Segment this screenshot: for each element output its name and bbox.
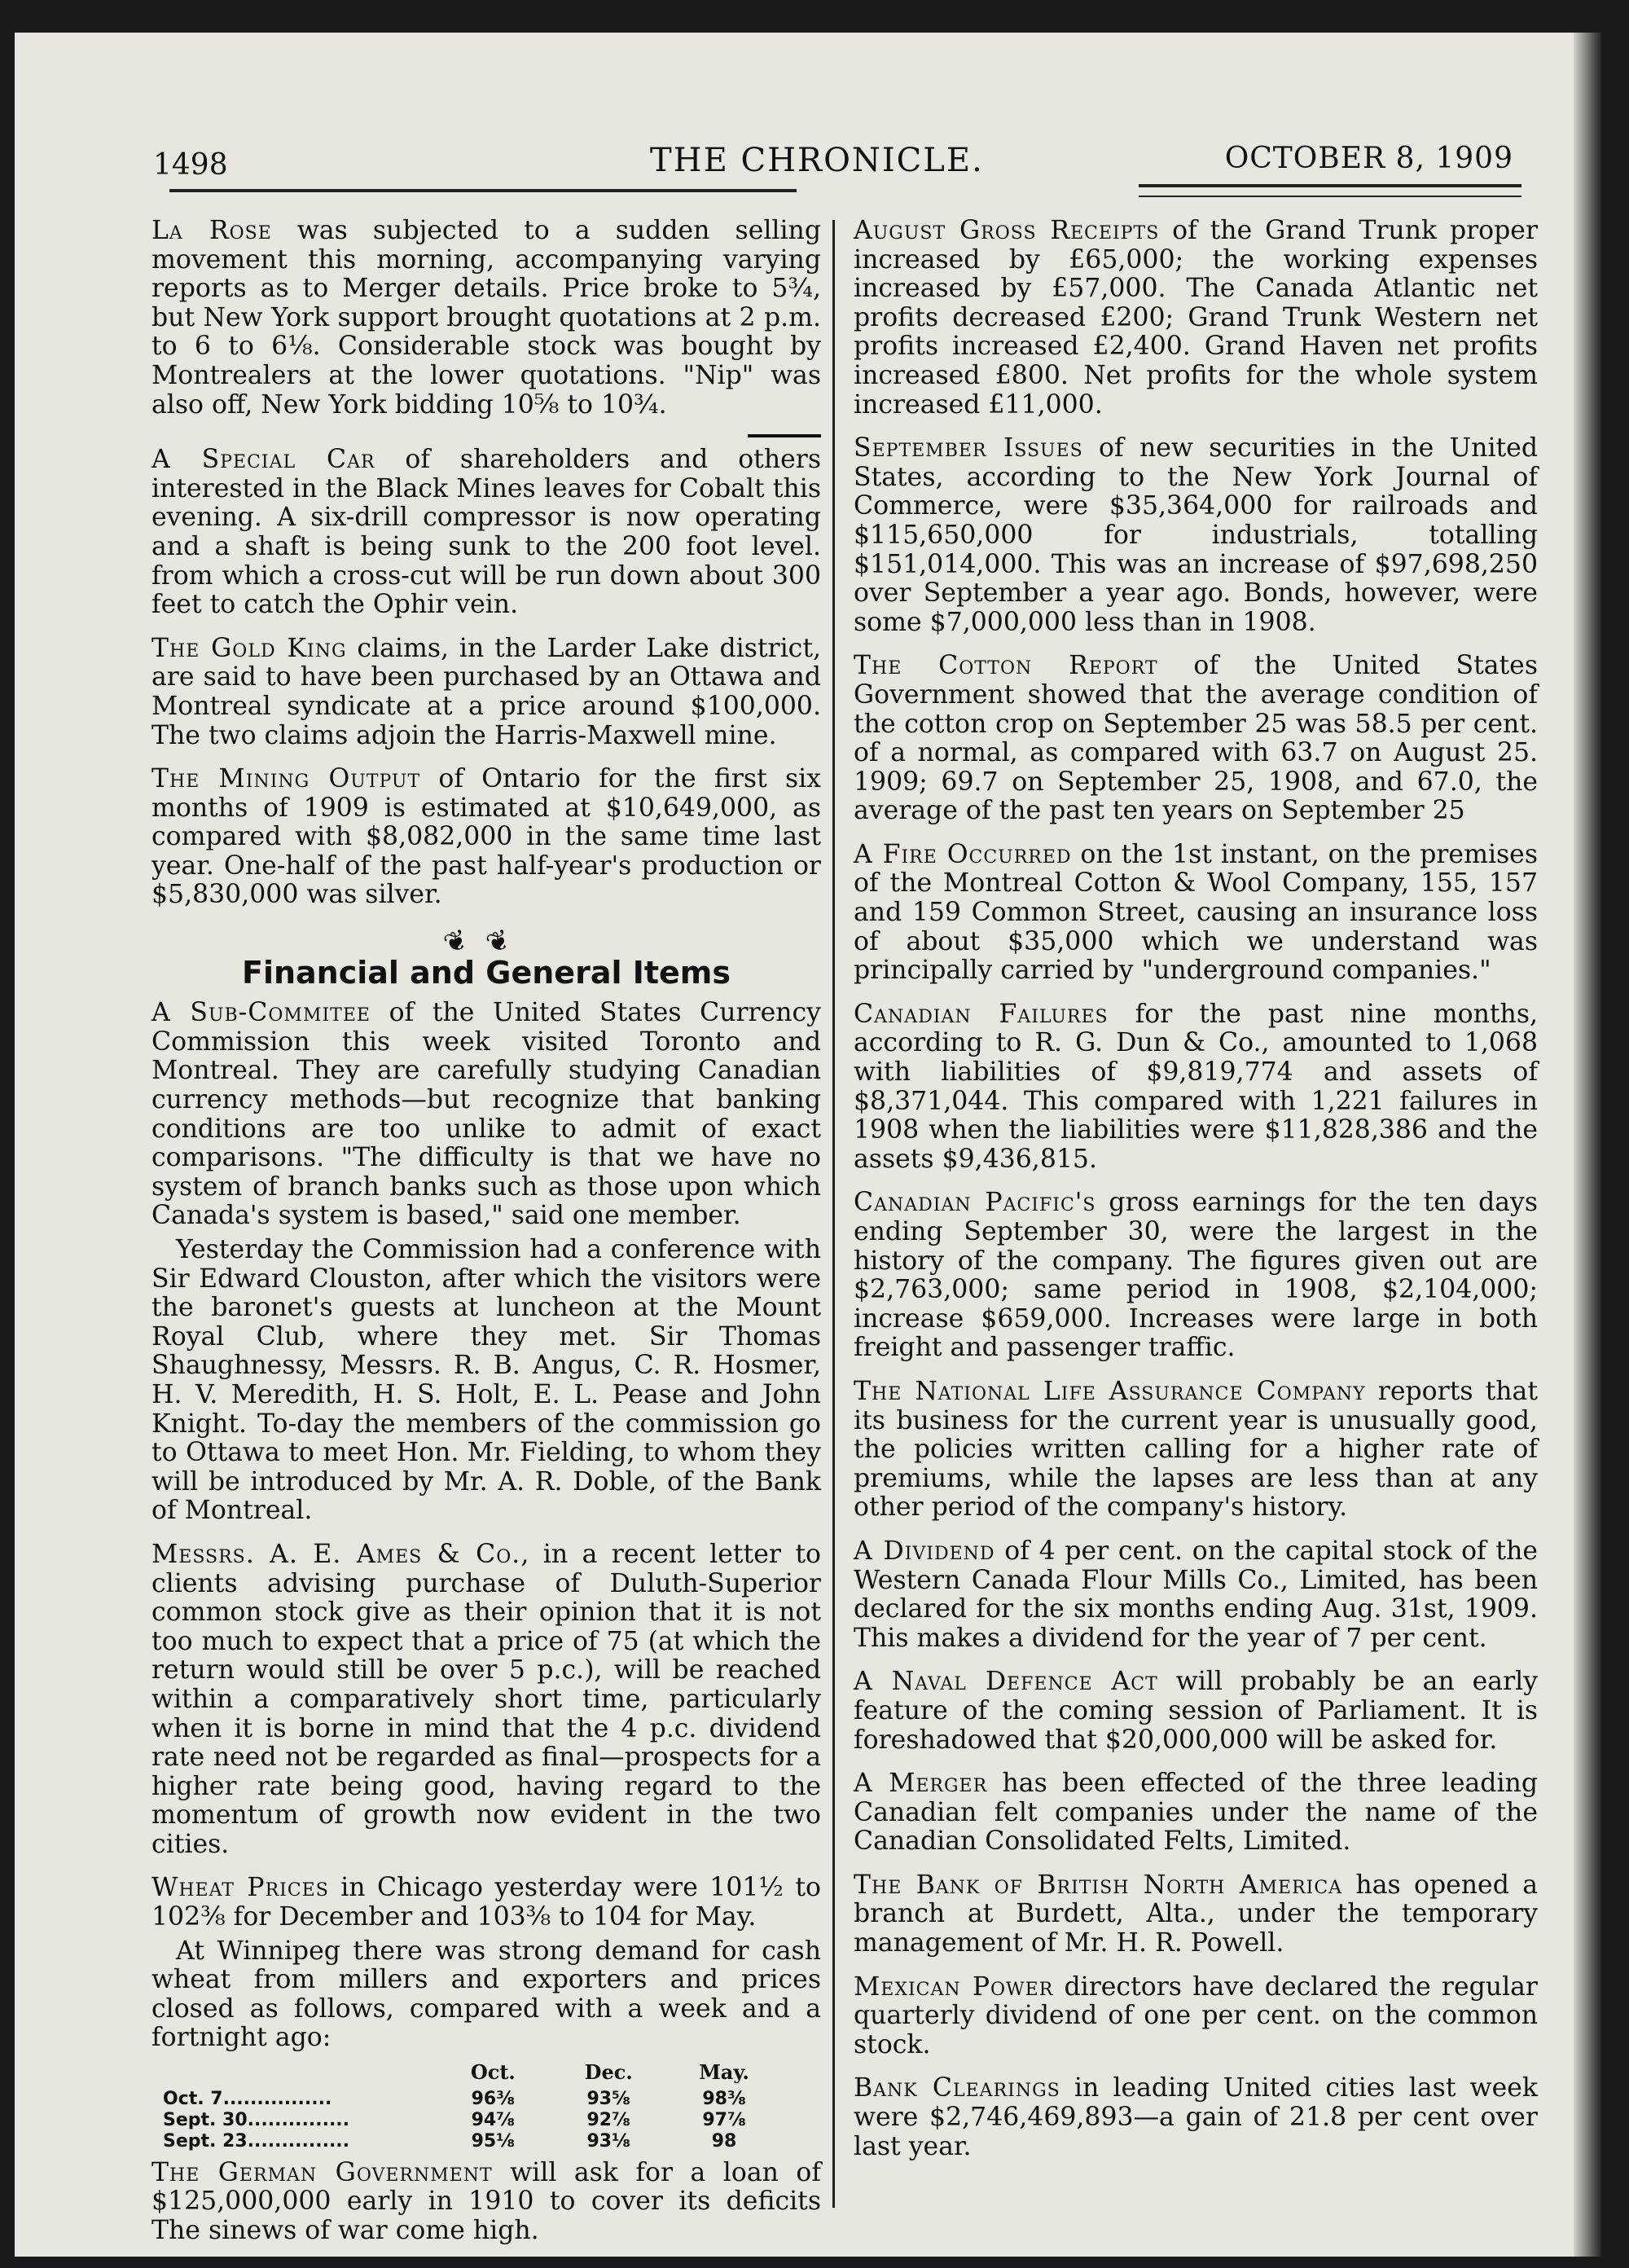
- table-cell: 92⅞: [586, 2109, 630, 2130]
- article-body: claims, in the Larder Lake district, are said to have been purchased by an Ottawa and Montreal syndicate at a price around $100,000. The two claims adjoin the Harris-Maxwell mine.: [151, 633, 821, 750]
- article-body: of shareholders and others interested in the Black Mines leaves for Cobalt this evening. A six-drill compressor is now operating and a shaft is being sunk to the 200 foot level. from which a cross-cut will be run down about 300 feet to catch the Ophir vein.: [151, 445, 821, 620]
- article-lead: Messrs. A. E. Ames & Co.: [151, 1539, 521, 1569]
- article-merger: [854, 1769, 1538, 1857]
- article-body: in leading United cities last week were $2,746,469,893—a gain of 21.8 per cent over last year.: [854, 2073, 1538, 2161]
- article-lead: A Sub-Commitee: [151, 998, 371, 1028]
- article-lead: Mexican Power: [854, 1971, 1054, 2002]
- table-cell: 93⅛: [586, 2130, 630, 2152]
- article-fire: [854, 841, 1538, 986]
- article-naval-defence: [854, 1668, 1538, 1755]
- article-body: directors have declared the regular quarterly dividend of one per cent. on the common stock.: [854, 1971, 1538, 2059]
- issue-date: OCTOBER 8, 1909: [1224, 142, 1513, 175]
- article-body: of the United States Government showed that the average condition of the cotton crop on September 25 was 58.5 per cent. of a normal, as compared with 63.7 on August 25. 1909; 69.7 on September 25, 1908, and 67.0, the average of the past ten years on September 25: [854, 651, 1538, 826]
- table-row: [163, 2131, 782, 2152]
- table-header: Dec.: [584, 2060, 633, 2085]
- table-header: Oct.: [470, 2060, 516, 2085]
- article-body: will probably be an early feature of the coming session of Parliament. It is foreshadowed that $20,000,000 will be asked for.: [854, 1667, 1539, 1755]
- publication-title: THE CHRONICLE.: [650, 142, 984, 179]
- table-row: [163, 2110, 782, 2131]
- article-lead: The National Life Assurance Company: [854, 1376, 1366, 1406]
- article-dividend: [854, 1537, 1538, 1653]
- article-body: on the 1st instant, on the premises of the Montreal Cotton & Wool Company, 155, 157 and 159 Common Street, causing an insurance loss of about $35,000 which we understand was principally carried by "underground companies.": [854, 839, 1538, 986]
- page-spine-shadow: [1574, 33, 1601, 2257]
- article-lead: The German Government: [151, 2157, 493, 2187]
- leaf-ornament: [151, 916, 821, 961]
- article-bank-clearings: [854, 2074, 1538, 2161]
- table-cell: 98⅜: [702, 2088, 746, 2109]
- left-column: [151, 217, 821, 2257]
- table-cell: 98: [711, 2130, 737, 2152]
- column-divider: [832, 220, 835, 2208]
- article-lead: August Gross Receipts: [854, 216, 1160, 245]
- article-lead: The Mining Output: [151, 764, 421, 794]
- article-body: has opened a branch at Burdett, Alta., under the temporary management of Mr. H. R. Powell.: [854, 1870, 1538, 1958]
- article-body: of new securities in the United States, according to the New York Journal of Commerce, were $35,364,000 for railroads and $115,650,000 for industrials, totalling $151,014,000. This was an increase of $97,698,250 over September a year ago. Bonds, however, were some $7,000,000 less than in 1908.: [854, 433, 1538, 637]
- table-cell-label: Sept. 23...............: [163, 2130, 350, 2152]
- article-body: of Ontario for the first six months of 1909 is estimated at $10,649,000, as compared with $8,082,000 in the same time last year. One-half of the past half-year's production or $5,830,000 was silver.: [151, 764, 821, 910]
- article-body: will ask for a loan of $125,000,000 early in 1910 to cover its deficits The sinews of war come high.: [151, 2157, 821, 2245]
- article-lead: A Merger: [854, 1769, 988, 1799]
- table-row: [163, 2089, 782, 2110]
- article-lead: The Gold King: [151, 633, 347, 663]
- article-lead: Canadian Failures: [854, 999, 1109, 1029]
- article-lead: September Issues: [854, 433, 1083, 464]
- section-title: Financial and General Items: [241, 954, 731, 991]
- article-body: , in a recent letter to clients advising purchase of Duluth-Superior common stock give as their opinion that it is not too much to expect that a price of 75 (at which the return would still be over 5 p.c.), will be reached within a comparatively short time, particularly when it is borne in mind that the 4 p.c. dividend rate need not be regarded as final—prospects for a higher rate being good, having regard to the momentum of growth now evident in the two cities.: [151, 1539, 821, 1859]
- table-header-blank: [163, 2058, 435, 2089]
- newspaper-page: [15, 33, 1601, 2257]
- article-body: of 4 per cent. on the capital stock of the Western Canada Flour Mills Co., Limited, has been declared for the six months ending Aug. 31st, 1909. This makes a dividend for the year of 7 per cent.: [854, 1536, 1538, 1653]
- header-rule-left: [169, 189, 797, 192]
- article-lead: The Bank of British North America: [854, 1870, 1343, 1900]
- article-lead: Canadian Pacific's: [854, 1188, 1096, 1218]
- article-sub-committee: [151, 999, 821, 1231]
- article-special-car: [151, 446, 821, 620]
- article-body: of the Grand Trunk proper increased by £65,000; the working expenses increased by £57,000. The Canada Atlantic net profits decreased £200; Grand Trunk Western net profits increased £2,400. Grand Haven net profits increased £800. Net profits for the whole system increased £11,000.: [854, 216, 1539, 420]
- table-header-row: [163, 2058, 782, 2089]
- table-cell: 96⅜: [471, 2088, 516, 2109]
- article-lead: A Naval Defence Act: [854, 1667, 1158, 1697]
- article-body: was subjected to a sudden selling movement this morning, accompanying varying reports as to Merger details. Price broke to 5¾, but New York support brought quotations at 2 p.m. to 6 to 6⅛. Considerable stock was bought by Montrealers at the lower quotations. "Nip" was also off, New York bidding 10⅝ to 10¾.: [151, 216, 822, 420]
- table-cell: 95⅛: [471, 2130, 516, 2152]
- article-canadian-pacific: [854, 1189, 1538, 1363]
- article-cotton-report: [854, 652, 1538, 826]
- article-body: in Chicago yesterday were 101½ to 102⅜ for December and 103⅜ to 104 for May.: [151, 1873, 821, 1932]
- wheat-price-table: [163, 2058, 782, 2152]
- article-bank-british-na: [854, 1871, 1538, 1958]
- article-september-issues: [854, 434, 1538, 637]
- article-lead: La Rose: [151, 216, 272, 245]
- table-cell-label: Oct. 7................: [163, 2088, 332, 2109]
- article-lead: Wheat Prices: [151, 1873, 329, 1903]
- header-rule-right-thin: [1139, 196, 1521, 197]
- article-mexican-power: [854, 1973, 1538, 2060]
- article-body: of the United States Currency Commission this week visited Toronto and Montreal. They are carefully studying Canadian currency methods—but recognize that banking conditions are too unlike to admit of exact comparisons. "The difficulty is that we have no system of branch banks such as those upon which Canada's system is based," said one member.: [151, 998, 821, 1231]
- table-cell: 97⅞: [702, 2109, 746, 2130]
- article-mining-output: [151, 765, 821, 910]
- table-header: May.: [699, 2060, 749, 2085]
- article-commission-visit: Yesterday the Commission had a conference with Sir Edward Clouston, after which the visitors were the baronet's guests at luncheon at the Mount Royal Club, where they met. Sir Thomas Shaughnessy, Messrs. R. B. Angus, C. R. Hosmer, H. V. Meredith, H. S. Holt, E. L. Pease and John Knight. To-day the members of the commission go to Ottawa to meet Hon. Mr. Fielding, to whom they will be introduced by Mr. A. R. Doble, of the Bank of Montreal.: [151, 1235, 821, 1526]
- article-body: gross earnings for the ten days ending September 30, were the largest in the history of the company. The figures given out are $2,763,000; same period in 1908, $2,104,000; increase $659,000. Increases were large in both freight and passenger traffic.: [854, 1188, 1538, 1363]
- table-cell: 93⅝: [586, 2088, 630, 2109]
- article-ames: [151, 1541, 821, 1860]
- page-header: [153, 108, 1530, 181]
- header-rule-right: [1139, 184, 1521, 187]
- table-cell: 94⅞: [471, 2109, 516, 2130]
- article-lead: A Special Car: [151, 445, 375, 475]
- article-canadian-failures: [854, 1000, 1538, 1175]
- article-lead: A Dividend: [854, 1536, 995, 1566]
- article-lead: The Cotton Report: [854, 651, 1158, 681]
- short-rule: [748, 434, 821, 437]
- article-body: reports that its business for the current year is unusually good, the policies written calling for a higher rate of premiums, while the lapses are less than at any other period of the company's history.: [854, 1376, 1539, 1523]
- table-cell-label: Sept. 30...............: [163, 2109, 350, 2130]
- article-lead: Bank Clearings: [854, 2073, 1060, 2103]
- article-wheat-prices: [151, 1874, 821, 1932]
- article-winnipeg: At Winnipeg there was strong demand for cash wheat from millers and exporters and prices closed as follows, compared with a week and a fortnight ago:: [151, 1936, 821, 2053]
- page-number: 1498: [153, 148, 228, 182]
- article-gold-king: [151, 635, 821, 750]
- leaf-icon: ❦: [481, 916, 533, 961]
- article-body: has been effected of the three leading Canadian felt companies under the name of the Canadian Consolidated Felts, Limited.: [854, 1769, 1538, 1857]
- leaf-icon: ❦: [438, 916, 490, 961]
- article-german-government: [151, 2159, 821, 2246]
- article-la-rose: [151, 217, 821, 420]
- article-body: for the past nine months, according to R. G. Dun & Co., amounted to 1,068 with liabilities of $9,819,774 and assets of $8,371,044. This compared with 1,221 failures in 1908 when the liabilities were $11,828,386 and the assets $9,436,815.: [854, 999, 1539, 1174]
- right-column: [854, 217, 1538, 2176]
- article-national-life: [854, 1378, 1538, 1523]
- article-august-receipts: [854, 217, 1538, 420]
- article-lead: A Fire Occurred: [854, 839, 1072, 869]
